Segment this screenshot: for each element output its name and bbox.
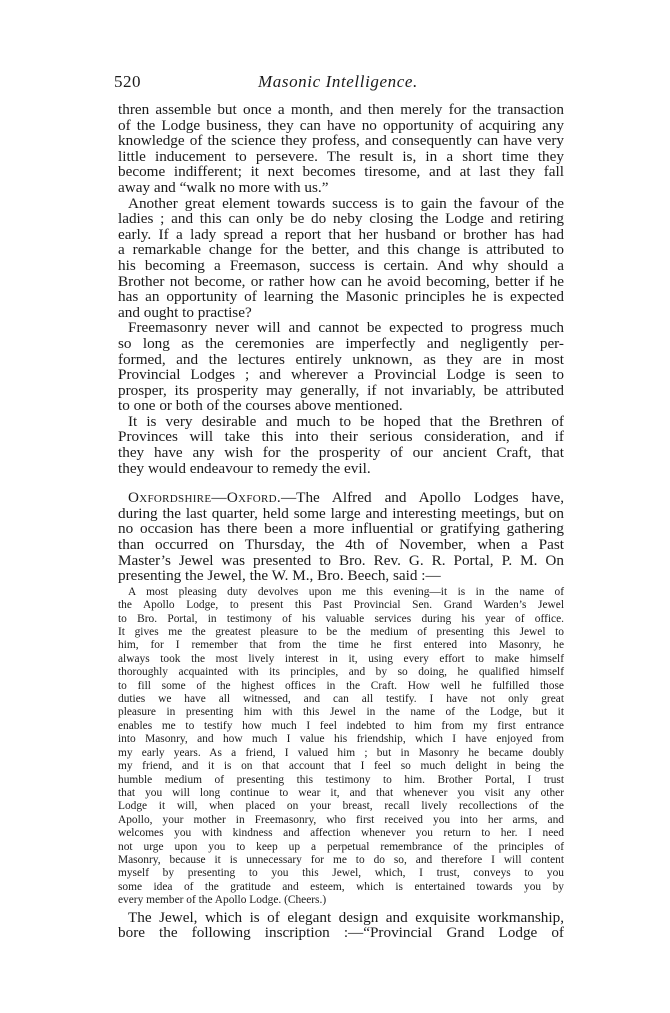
quote-line: into Masonry, and how much I value his friendship, which I have enjoyed from: [118, 733, 564, 746]
text-line: become indifferent; it next becomes tiresome, and at last they fall: [118, 163, 564, 181]
paragraph-ceremonies: [118, 320, 564, 414]
text-line: It is very desirable and much to be hoped that the Brethren of: [128, 412, 564, 430]
quote-line: every member of the Apollo Lodge. (Cheers.): [118, 894, 327, 907]
text-line: so long as the ceremonies are imperfectly and negligently per-: [118, 334, 564, 352]
text-line: ladies ; and this can only be do neby closing the Lodge and retiring: [118, 210, 564, 228]
page-number: 520: [114, 72, 141, 91]
text-line: Master’s Jewel was presented to Bro. Rev. G. R. Portal, P. M. On: [118, 551, 564, 569]
text-line: than occurred on Thursday, the 4th of November, when a Past: [118, 536, 564, 554]
article-body: [118, 102, 564, 584]
quote-line: pleasure in presenting him with this Jewel in the name of the Lodge, but it: [118, 706, 564, 719]
text-line: knowledge of the science they profess, and consequently can have very: [118, 132, 564, 150]
quote-line: to Bro. Portal, in testimony of his valuable services during his year of office.: [118, 612, 564, 625]
quote-line: Apollo, your mother in Freemasonry, who first received you into her arms, and: [118, 813, 564, 826]
text-line: and ought to practise?: [118, 303, 252, 321]
text-line: The Jewel, which is of elegant design and exquisite workmanship,: [128, 908, 564, 926]
text-line: Another great element towards success is to gain the favour of the: [128, 194, 564, 212]
quote-line: duties we have all witnessed, and can all testify. I have not only great: [118, 693, 564, 706]
text-line: early. If a lady spread a report that her husband or brother has had: [118, 225, 564, 243]
text-line: Brother not become, or rather how can he avoid becoming, better if he: [118, 272, 564, 290]
text-line: [118, 490, 564, 506]
text-fragment: —The Alfred and Apollo Lodges have,: [280, 489, 564, 507]
text-line: his becoming a Freemason, success is certain. And why should a: [118, 256, 564, 274]
text-line: Freemasonry never will and cannot be expected to progress much: [128, 319, 564, 337]
running-head: Masonic Intelligence.: [258, 72, 418, 91]
text-line: no occasion has there been a more influential or gratifying gathering: [118, 520, 564, 538]
quote-line: that you will long continue to wear it, and that whenever you visit any other: [118, 786, 564, 799]
text-line: a remarkable change for the better, and this change is attributed to: [118, 241, 564, 259]
quote-line: the Apollo Lodge, to present this Past Provincial Sen. Grand Warden’s Jewel: [118, 599, 564, 612]
speech-quotation: [118, 586, 564, 908]
text-line: bore the following inscription :—“Provincial Grand Lodge of: [118, 924, 564, 942]
text-line: prosper, its prosperity may generally, if not invariably, be attributed: [118, 381, 564, 399]
quote-line: A most pleasing duty devolves upon me this evening—it is in the name of: [128, 585, 564, 598]
quote-line: him, for I remember that from the time he first entered into Masonry, he: [118, 639, 564, 652]
text-line: little inducement to persevere. The result is, in a short time they: [118, 147, 564, 165]
quote-line: my early years. As a friend, I valued him ; but in Masonry he became doubly: [118, 746, 564, 759]
quote-line: humble medium of presenting this testimony to him. Brother Portal, I trust: [118, 773, 564, 786]
quote-line: to fill some of the highest offices in the Craft. How well he fulfilled those: [118, 679, 564, 692]
quote-line: Lodge it will, when placed on your breast, recall lively recollections of the: [118, 800, 564, 813]
text-line: Provincial Lodges ; and wherever a Provincial Lodge is seen to: [118, 366, 564, 384]
text-line: thren assemble but once a month, and then merely for the transaction: [118, 101, 564, 118]
text-line: presenting the Jewel, the W. M., Bro. Beech, said :—: [118, 567, 441, 585]
quote-line: some idea of the gratitude and esteem, which is entertained towards you by: [118, 880, 564, 893]
paragraph-jewel: [118, 910, 564, 941]
text-line: they have any wish for the prosperity of our ancient Craft, that: [118, 444, 564, 462]
quote-line: welcomes you with kindness and affection whenever you return to her. I need: [118, 827, 564, 840]
quote-line: my friend, and it is on that account that I feel so much delight in being the: [118, 760, 564, 773]
section-heading: Oxfordshire—Oxford.: [128, 489, 281, 507]
paragraph-brethren: [118, 414, 564, 476]
text-line: formed, and the lectures entirely unknown, as they are in most: [118, 350, 564, 368]
text-line: has an opportunity of learning the Masonic principles he is expected: [118, 288, 564, 306]
text-line: to one or both of the courses above mentioned.: [118, 397, 403, 415]
quote-line: always took the most lively interest in it, using every effort to make himself: [118, 652, 564, 665]
quote-line: Masonry, because it is unnecessary for me to do so, and therefore I will content: [118, 853, 564, 866]
text-line: Provinces will take this into their serious consideration, and if: [118, 428, 564, 446]
quote-line: thoroughly acquainted with its principles, and by so doing, he qualified himself: [118, 666, 564, 679]
quote-line: myself by presenting to you this Jewel, which, I trust, conveys to you: [118, 867, 564, 880]
quote-line: enables me to testify how much I feel indebted to him from my first entrance: [118, 719, 564, 732]
quote-line: It gives me the greatest pleasure to be the medium of presenting this Jewel to: [118, 626, 564, 639]
paragraph-attendance: [118, 102, 564, 196]
text-line: away and “walk no more with us.”: [118, 178, 329, 196]
text-line: of the Lodge business, they can have no opportunity of acquiring any: [118, 116, 564, 134]
text-line: they would endeavour to remedy the evil.: [118, 459, 371, 477]
text-line: during the last quarter, held some large and interesting meetings, but on: [118, 504, 564, 522]
paragraph-ladies: [118, 196, 564, 321]
section-oxfordshire: [118, 490, 564, 584]
quote-line: not urge upon you to keep up a perpetual remembrance of the principles of: [118, 840, 564, 853]
